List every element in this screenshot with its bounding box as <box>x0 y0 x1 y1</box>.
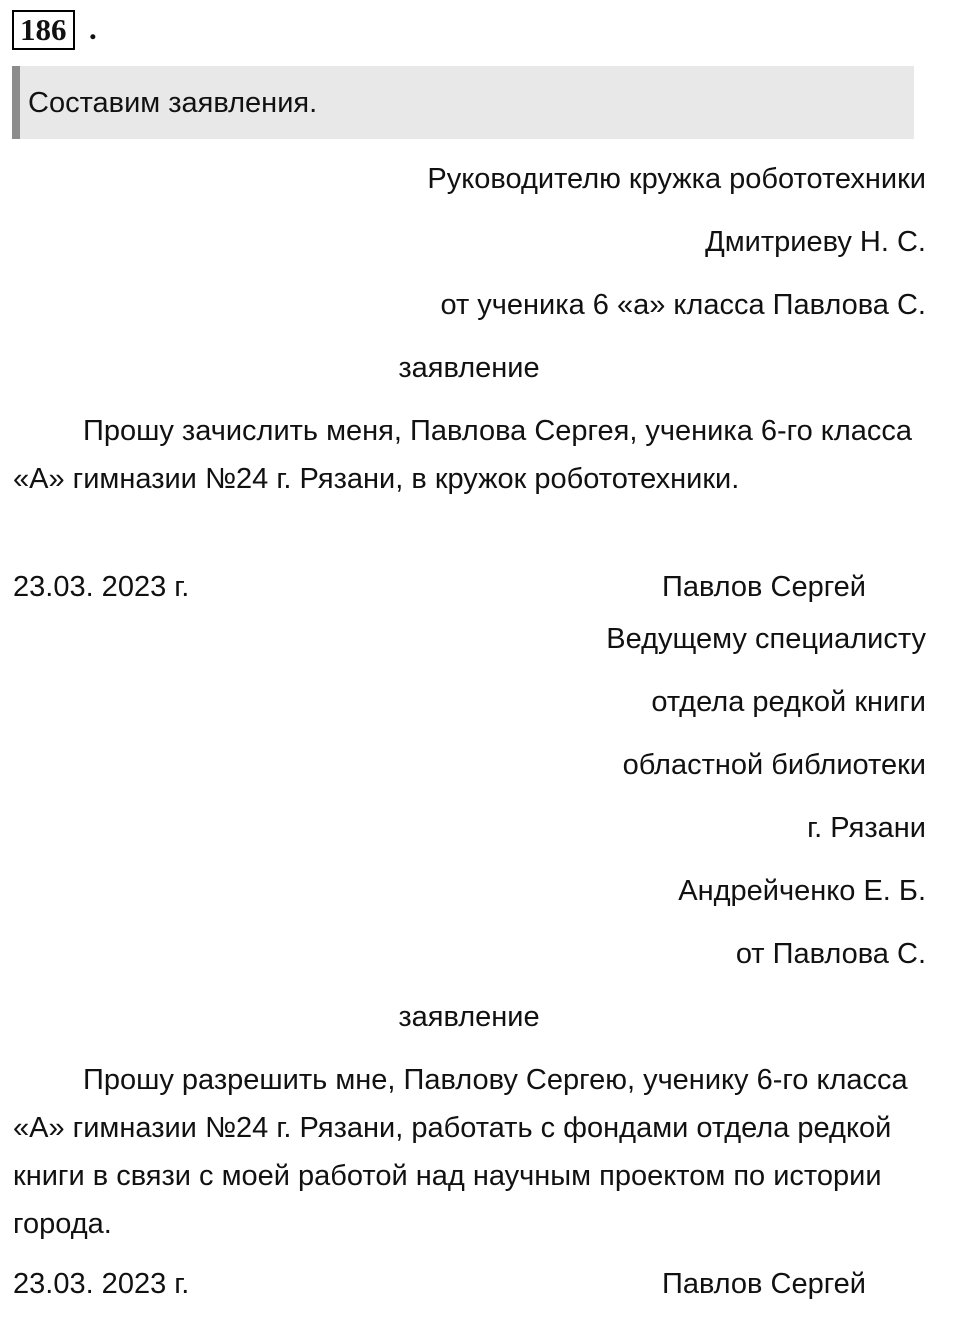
letter2-recipient-line: Ведущему специалисту <box>606 623 926 655</box>
letter2-signature: Павлов Сергей <box>661 1268 866 1300</box>
letter1-title: заявление <box>398 352 540 384</box>
letter2-recipient-line: Андрейченко Е. Б. <box>678 875 926 907</box>
letter1-body: Прошу зачислить меня, Павлова Сергея, ученика 6-го класса «А» гимназии №24 г. Рязани, в кружок робототехники. <box>13 415 912 495</box>
letter1-recipient-line: Руководителю кружка робототехники <box>427 163 926 195</box>
letter1-sender-line: от ученика 6 «а» класса Павлова С. <box>440 289 926 321</box>
task-text: Составим заявления. <box>28 87 318 119</box>
letter1-recipient-line: Дмитриеву Н. С. <box>705 226 926 258</box>
letter2-recipient-line: областной библиотеки <box>622 749 926 781</box>
letter2-title: заявление <box>398 1001 540 1033</box>
letter1-date: 23.03. 2023 г. <box>13 571 190 603</box>
exercise-number-dot: . <box>89 11 97 46</box>
letter2-recipient-line: отдела редкой книги <box>651 686 926 718</box>
letter2-body: Прошу разрешить мне, Павлову Сергею, ученику 6-го класса «А» гимназии №24 г. Рязани, работать с фондами отдела редкой книги в связи с моей работой над научным проектом по истории города. <box>13 1064 908 1240</box>
letter2-recipient-line: г. Рязани <box>807 812 926 844</box>
exercise-number: 186 <box>12 10 75 50</box>
letter2-date: 23.03. 2023 г. <box>13 1268 190 1300</box>
letter2-sender-line: от Павлова С. <box>735 938 926 970</box>
letter1-signature: Павлов Сергей <box>661 571 866 603</box>
